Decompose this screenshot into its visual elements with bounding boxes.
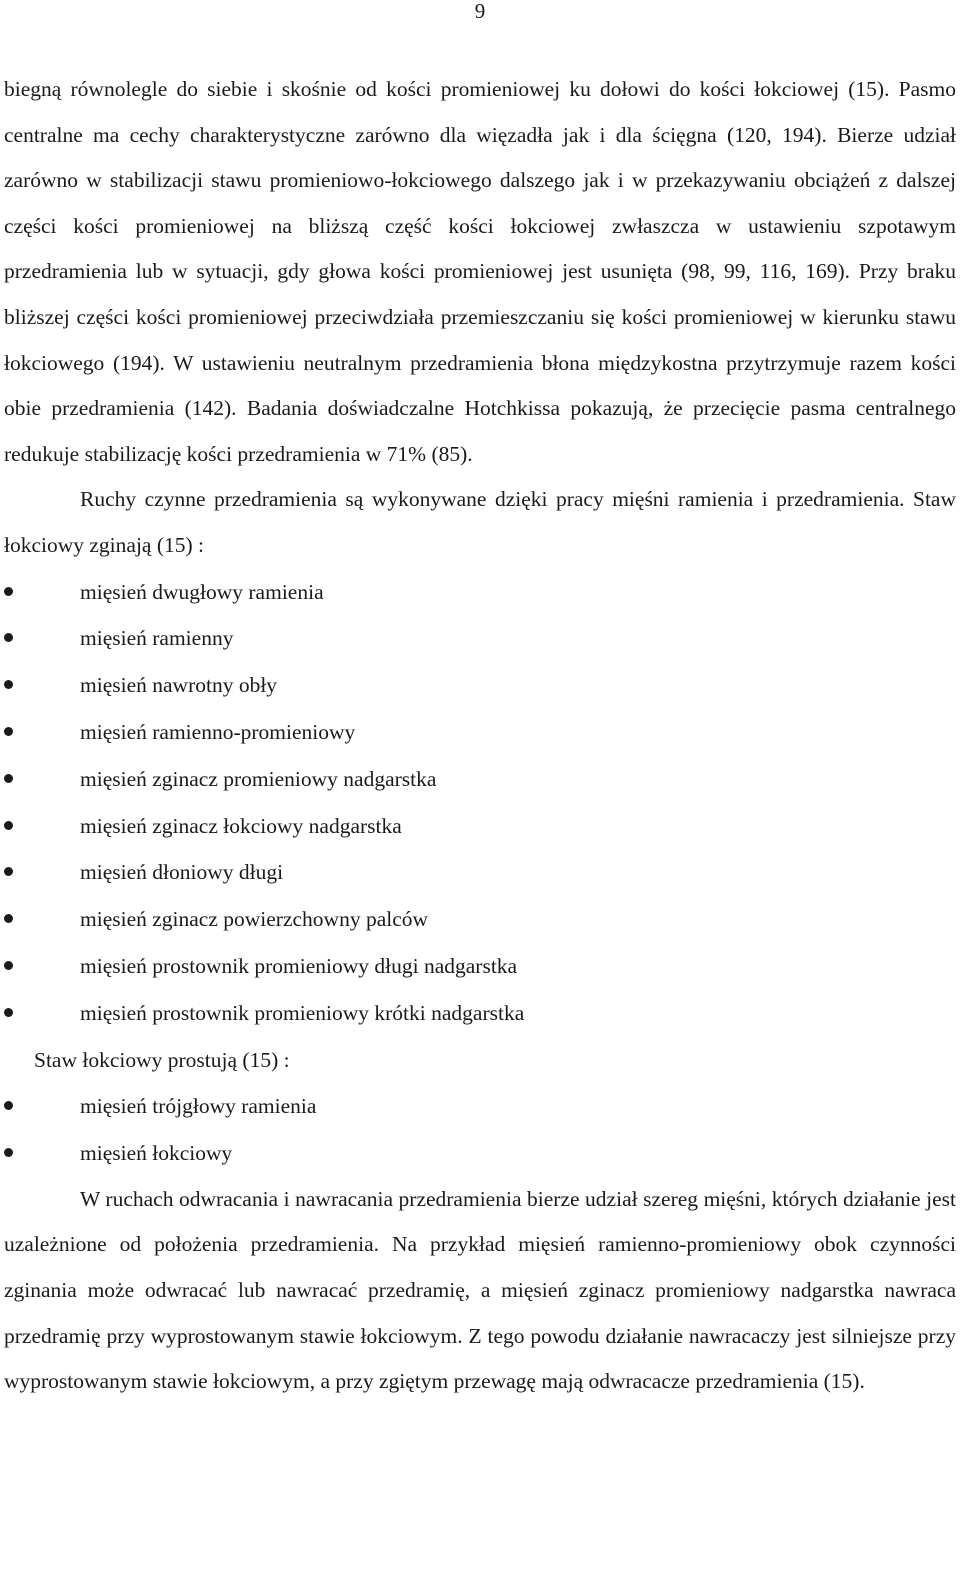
bullet-icon (4, 727, 13, 736)
list-item: mięsień łokciowy (4, 1130, 956, 1177)
page-number: 9 (474, 0, 486, 23)
list-item: mięsień ramienno-promieniowy (4, 709, 956, 756)
list-item: mięsień dłoniowy długi (4, 849, 956, 896)
bullet-icon (4, 867, 13, 876)
bullet-icon (4, 587, 13, 596)
list-item: mięsień dwugłowy ramienia (4, 569, 956, 616)
bullet-icon (4, 633, 13, 642)
list-item: mięsień zginacz promieniowy nadgarstka (4, 756, 956, 803)
paragraph-active-movements: Ruchy czynne przedramienia są wykonywane dzięki pracy mięśni ramienia i przedramienia. Staw łokciowy zginają (15) : (4, 487, 956, 557)
list-item: mięsień prostownik promieniowy krótki nadgarstka (4, 990, 956, 1037)
bullet-icon (4, 914, 13, 923)
bullet-icon (4, 821, 13, 830)
bullet-icon (4, 680, 13, 689)
list-item: mięsień nawrotny obły (4, 662, 956, 709)
bullet-icon (4, 1008, 13, 1017)
list-item: mięsień trójgłowy ramienia (4, 1083, 956, 1130)
list-item: mięsień prostownik promieniowy długi nadgarstka (4, 943, 956, 990)
extensors-heading: Staw łokciowy prostują (15) : (34, 1047, 290, 1072)
document-body (4, 67, 956, 1405)
flexor-muscles-list (4, 569, 956, 1037)
bullet-icon (4, 1101, 13, 1110)
bullet-icon (4, 774, 13, 783)
bullet-icon (4, 961, 13, 970)
list-item: mięsień zginacz powierzchowny palców (4, 896, 956, 943)
list-item: mięsień zginacz łokciowy nadgarstka (4, 803, 956, 850)
extensor-muscles-list (4, 1083, 956, 1177)
paragraph-interosseous-membrane: biegną równolegle do siebie i skośnie od kości promieniowej ku dołowi do kości łokciowej (15). Pasmo centralne ma cechy charakterystyczne zarówno dla więzadła jak i dla ścięgna (120, 194). Bierze udział zarówno w stabilizacji stawu promieniowo-łokciowego dalszego jak i w przekazywaniu obciążeń z dalszej części kości promieniowej na bliższą część kości łokciowej zwłaszcza w ustawieniu szpotawym przedramienia lub w sytuacji, gdy głowa kości promieniowej jest usunięta (98, 99, 116, 169). Przy braku bliższej części kości promieniowej przeciwdziała przemieszczaniu się kości promieniowej w kierunku stawu łokciowego (194). W ustawieniu neutralnym przedramienia błona międzykostna przytrzymuje razem kości obie przedramienia (142). Badania doświadczalne Hotchkissa pokazują, że przecięcie pasma centralnego redukuje stabilizację kości przedramienia w 71% (85). (4, 77, 956, 466)
bullet-icon (4, 1148, 13, 1157)
paragraph-pronation-supination: W ruchach odwracania i nawracania przedramienia bierze udział szereg mięśni, których działanie jest uzależnione od położenia przedramienia. Na przykład mięsień ramienno-promieniowy obok czynności zginania może odwracać lub nawracać przedramię, a mięsień zginacz promieniowy nadgarstka nawraca przedramię przy wyprostowanym stawie łokciowym. Z tego powodu działanie nawracaczy jest silniejsze przy wyprostowanym stawie łokciowym, a przy zgiętym przewagę mają odwracacze przedramienia (15). (4, 1186, 956, 1394)
list-item: mięsień ramienny (4, 615, 956, 662)
